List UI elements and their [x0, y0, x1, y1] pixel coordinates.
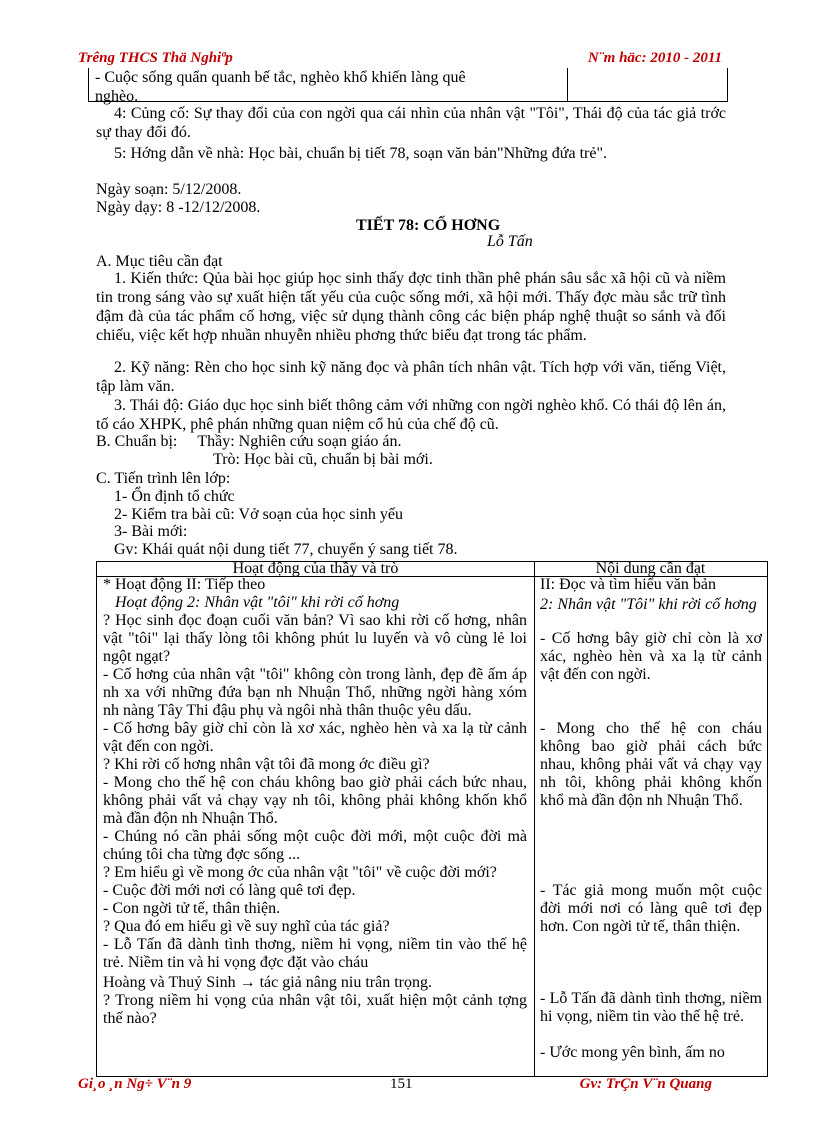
continued-table-cell: [95, 68, 563, 106]
activity-line: * Hoạt động II: Tiếp theo: [103, 576, 266, 593]
knowledge-objective: 1. Kiến thức: Qủa bài học giúp học sinh thấy đợc tinh thần phê phán sâu sắc xã hội cũ và niềm tin trong sáng vào sự xuất hiện tất yếu của cuộc sống mới, xã hội mới. Thấy đợc màu sắc trữ tình đậm đà của tác phẩm cố hơng, việc sử dụng thành công các biện pháp nghệ thuật so sánh và đối chiếu, việc kết hợp nhuần nhuyễn nhiều phơng thức biểu đạt trong tác phẩm.: [96, 270, 726, 344]
consolidation-text: 4: Củng cố: Sự thay đổi của con ngời qua cái nhìn của nhân vật "Tôi", Thái độ của tác giả trớc sự thay đổi đó.: [96, 105, 726, 141]
homework-text: 5: Hớng dẫn về nhà: Học bài, chuẩn bị tiết 78, soạn văn bản"Những đứa trẻ".: [114, 145, 607, 162]
activity-line: - Cuộc đời mới nơi có làng quê tơi đẹp.: [103, 882, 356, 899]
content-point: - Ước mong yên bình, ấm no: [540, 1044, 725, 1061]
step-2: 2- Kiểm tra bài cũ: Vở soạn của học sinh yếu: [114, 506, 403, 523]
content-section-heading: II: Đọc và tìm hiểu văn bản: [540, 576, 716, 593]
activity-line: - Chúng nó cần phải sống một cuộc đời mới, một cuộc đời mà chúng tôi cha từng đợc sống ...: [103, 828, 527, 863]
activity-line: ? Em hiểu gì về mong ớc của nhân vật "tôi" về cuộc đời mới?: [103, 864, 497, 881]
section-c-heading: C. Tiến trình lên lớp:: [96, 470, 231, 487]
activity-line: - Mong cho thế hệ con cháu không bao giờ phải cách bức nhau, không phải vất vả chạy vạy nh tôi, không phải không khốn khổ mà đần độn nh Nhuận Thổ.: [103, 774, 527, 827]
footer-subject: Gi¸o ¸n Ng÷ V¨n 9: [78, 1076, 192, 1092]
header-content: Nội dung cần đạt: [595, 560, 706, 577]
section-a-heading: A. Mục tiêu cần đạt: [96, 253, 223, 270]
teacher-prep: Thầy: Nghiên cứu soạn giáo án.: [197, 433, 402, 450]
activity-line: ? Học sinh đọc đoạn cuối văn bản? Vì sao khi rời cố hơng, nhân vật "tôi" lại thấy lòng tôi không phút lu luyến và vô cùng lẻ loi ngột ngạt?: [103, 612, 527, 665]
activity-line: - Cố hơng bây giờ chỉ còn là xơ xác, nghèo hèn và xa lạ từ cảnh vật đến con ngời.: [103, 720, 527, 755]
content-point: - Tác giả mong muốn một cuộc đời mới nơi có làng quê tơi đẹp hơn. Con ngời tử tế, thân thiện.: [540, 882, 762, 935]
content-point: - Mong cho thế hệ con cháu không bao giờ phải cách bức nhau, không phải vất vả chạy vạy nh tôi, không phải không khốn khổ mà đần độn nh Nhuận Thổ.: [540, 720, 762, 809]
student-prep: Trò: Học bài cũ, chuẩn bị bài mới.: [213, 451, 433, 468]
date-prepared: Ngày soạn: 5/12/2008.: [96, 181, 242, 198]
skills-objective: 2. Kỹ năng: Rèn cho học sinh kỹ năng đọc và phân tích nhân vật. Tích hợp với văn, tiếng Việt, tập làm văn.: [96, 359, 726, 395]
activity-line: ? Trong niềm hi vọng của nhân vật tôi, xuất hiện một cảnh tợng thế nào?: [103, 992, 527, 1027]
activities-column: [103, 576, 527, 1028]
header-activities: Hoạt động của thầy và trò: [232, 560, 399, 577]
continued-line: nghèo.: [95, 88, 139, 105]
table-divider: [567, 68, 568, 101]
lesson-intro: Gv: Khái quát nội dung tiết 77, chuyển ý sang tiết 78.: [114, 541, 458, 558]
lesson-author: Lỗ Tấn: [487, 233, 533, 250]
content-point: - Lỗ Tấn đã dành tình thơng, niềm hi vọng, niềm tin vào thế hệ trẻ.: [540, 990, 762, 1025]
activity-line: - Con ngời tử tế, thân thiện.: [103, 900, 281, 917]
content-point: - Cố hơng bây giờ chỉ còn là xơ xác, nghèo hèn và xa lạ từ cảnh vật đến con ngời.: [540, 630, 762, 683]
content-subheading: 2: Nhân vật "Tôi" khi rời cố hơng: [540, 596, 757, 613]
header-school: Trêng THCS Thä Nghiªp: [78, 50, 233, 66]
activity-line: - Lỗ Tấn đã dành tình thơng, niềm hi vọng, niềm tin vào thế hệ trẻ. Niềm tin và hi vọng đợc đặt vào cháu: [103, 936, 527, 971]
activity-line: Hoạt động 2: Nhân vật "tôi" khi rời cố hơng: [115, 594, 400, 611]
date-taught: Ngày dạy: 8 -12/12/2008.: [96, 199, 261, 216]
activity-line: ? Khi rời cố hơng nhân vật tôi đã mong ớc điều gì?: [103, 756, 430, 773]
footer-teacher: Gv: TrÇn V¨n Quang: [579, 1076, 712, 1092]
activity-table: [96, 561, 768, 1077]
header-school-year: N¨m häc: 2010 - 2011: [587, 50, 722, 66]
lesson-title: TIẾT 78: CỐ HƠNG: [356, 217, 501, 234]
step-3: 3- Bài mới:: [114, 523, 188, 540]
section-b: [96, 432, 726, 451]
attitude-objective: 3. Thái độ: Giáo dục học sinh biết thông cảm với những con ngời nghèo khổ. Có thái độ lên án, tố cáo XHPK, phê phán những quan niệm cổ hủ của chế độ cũ.: [96, 397, 726, 433]
table-column-divider: [534, 562, 535, 1076]
section-b-heading: B. Chuẩn bị:: [96, 433, 178, 450]
activity-line: ? Qua đó em hiểu gì về suy nghĩ của tác giả?: [103, 918, 390, 935]
page-number: 151: [390, 1076, 413, 1092]
step-1: 1- Ổn định tổ chức: [114, 488, 235, 505]
continued-table: [88, 68, 728, 105]
continued-line: - Cuộc sống quẩn quanh bế tắc, nghèo khổ khiến làng quê: [95, 69, 466, 86]
activity-line: Hoàng và Thuỷ Sinh → tác giả nâng niu trân trọng.: [103, 974, 432, 991]
activity-line: - Cố hơng của nhân vật "tôi" không còn trong lành, đẹp đẽ ấm áp nh xa với những đứa bạn nh Nhuận Thổ, những ngời hàng xóm nh nàng Tây Thi đậu phụ và ngôi nhà thân thuộc yêu dấu.: [103, 666, 527, 719]
